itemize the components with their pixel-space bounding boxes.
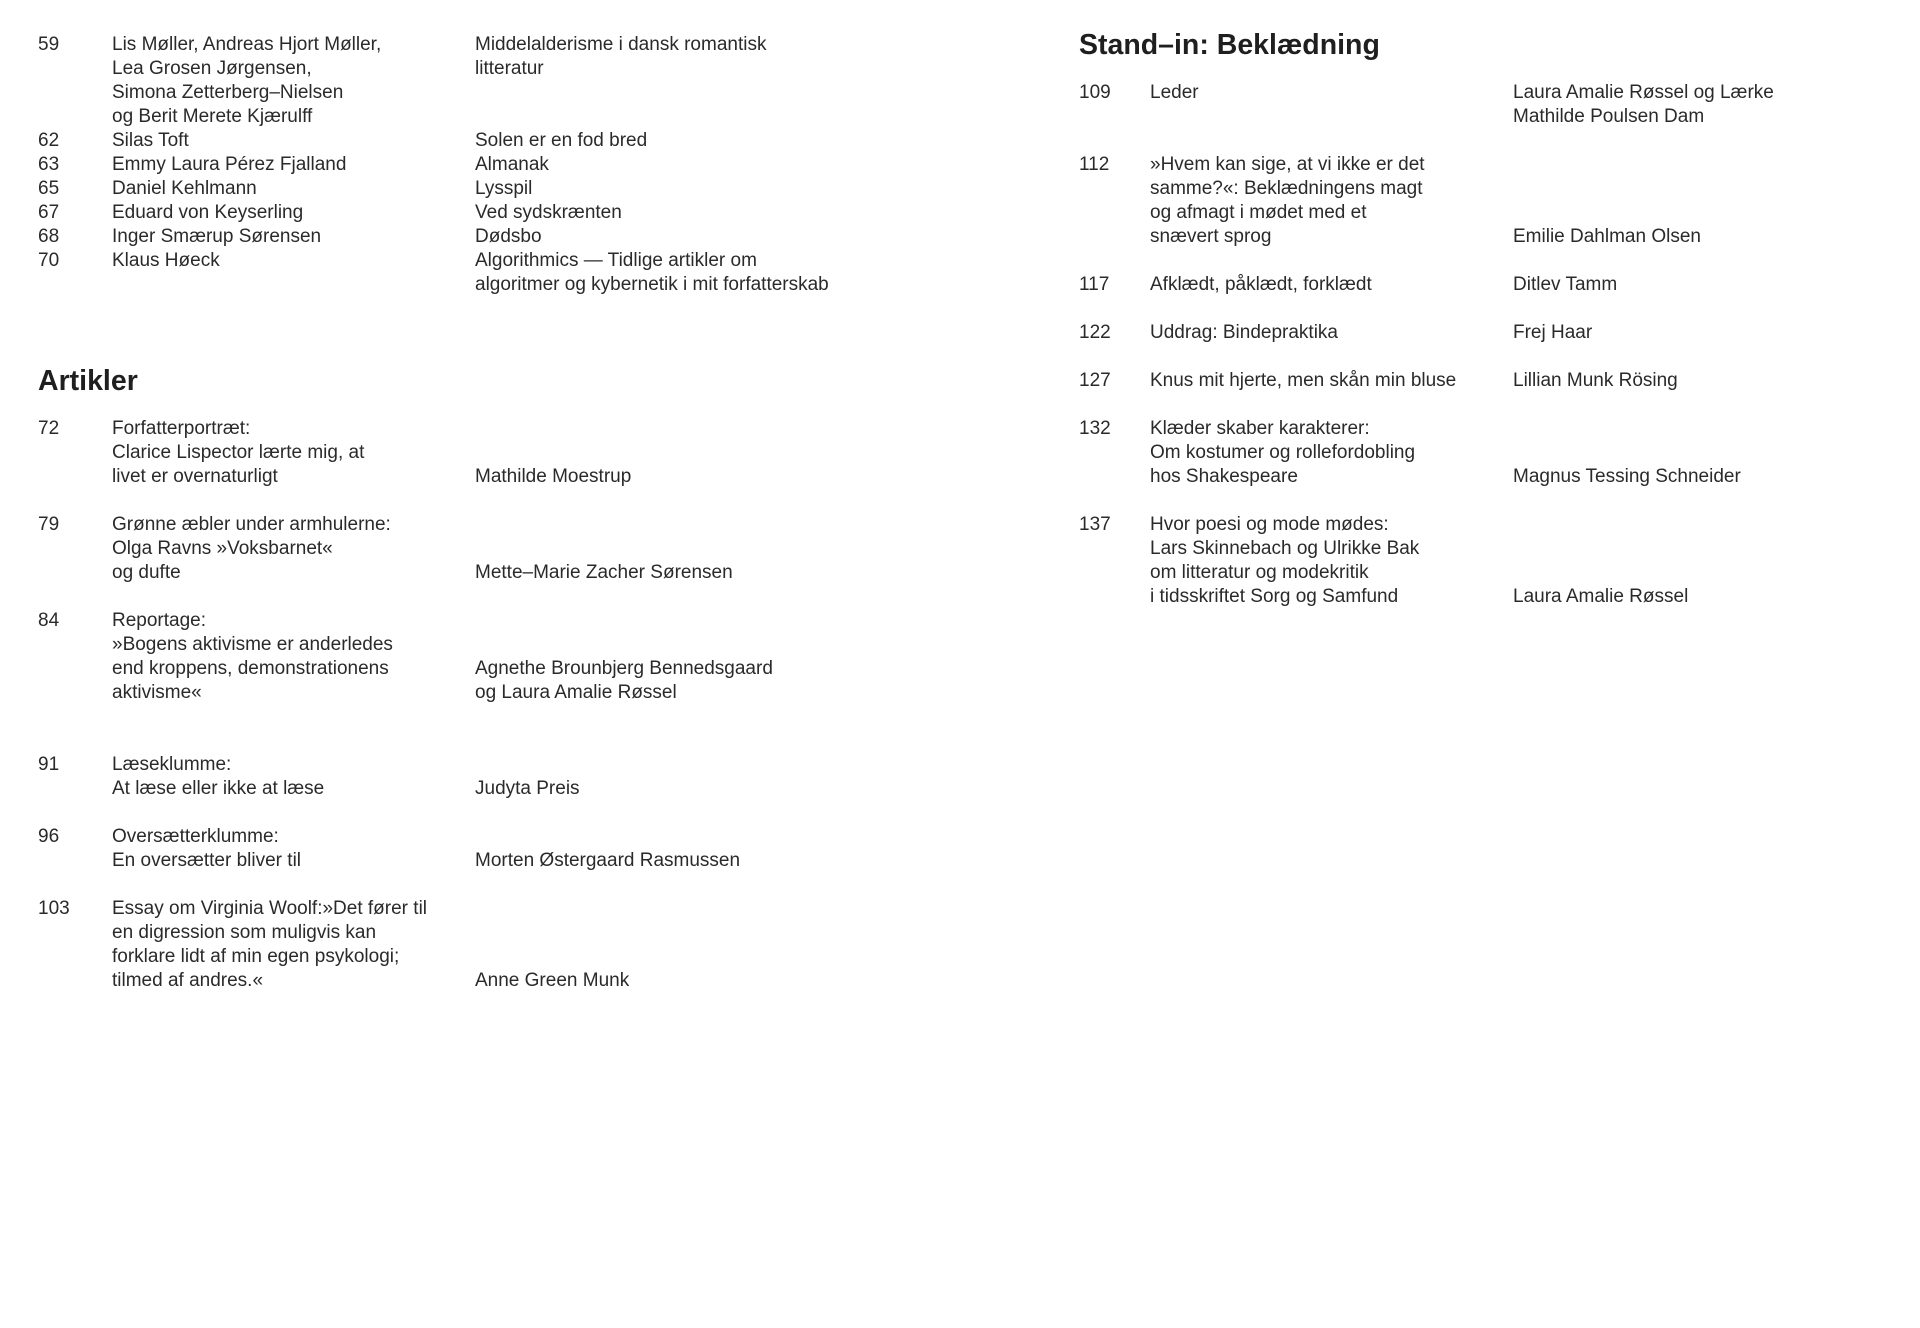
spacer: [38, 585, 1048, 609]
article-title: Grønne æbler under armhulerne: Olga Ravns »Voksbarnet« og dufte: [112, 514, 391, 583]
list-item: [38, 249, 1048, 297]
article-author: Mathilde Moestrup: [475, 466, 632, 487]
spacer: [38, 705, 1048, 753]
article-author: Laura Amalie Røssel: [1513, 586, 1689, 607]
page-number: 72: [38, 418, 60, 439]
spacer: [1079, 297, 1899, 321]
page-number: 96: [38, 826, 60, 847]
page-number: 68: [38, 226, 60, 247]
article-entry: [1079, 153, 1899, 249]
spacer: [38, 297, 1048, 369]
work-title: Dødsbo: [475, 226, 542, 247]
contributor-names: Emmy Laura Pérez Fjalland: [112, 154, 347, 175]
contributor-names: Inger Smærup Sørensen: [112, 226, 322, 247]
article-title: Leder: [1150, 82, 1199, 103]
article-entry: [1079, 369, 1899, 393]
article-entry: [38, 825, 1048, 873]
article-entry: [38, 513, 1048, 585]
contributor-names: Eduard von Keyserling: [112, 202, 304, 223]
page-number: 59: [38, 34, 60, 55]
article-author: Lillian Munk Rösing: [1513, 370, 1678, 391]
article-title: Knus mit hjerte, men skån min bluse: [1150, 370, 1457, 391]
article-author: Judyta Preis: [475, 778, 580, 799]
list-item: [38, 225, 1048, 249]
page-number: 84: [38, 610, 60, 631]
list-item: [38, 201, 1048, 225]
spacer: [1079, 129, 1899, 153]
article-entry: [1079, 81, 1899, 129]
spacer: [1079, 489, 1899, 513]
article-title: Klæder skaber karakterer: Om kostumer og rollefordobling hos Shakespeare: [1150, 418, 1416, 487]
article-title: »Hvem kan sige, at vi ikke er det samme?«: Beklædningens magt og afmagt i mødet med et snævert sprog: [1150, 154, 1425, 247]
article-title: Læseklumme: At læse eller ikke at læse: [112, 754, 325, 799]
page-number: 122: [1079, 322, 1111, 343]
list-item: [38, 153, 1048, 177]
article-entry: [38, 753, 1048, 801]
contributor-names: Silas Toft: [112, 130, 189, 151]
page-number: 67: [38, 202, 60, 223]
article-title: Afklædt, påklædt, forklædt: [1150, 274, 1372, 295]
page-number: 63: [38, 154, 60, 175]
spacer: [38, 489, 1048, 513]
section-heading-stand-in: Stand–in: Beklædning: [1079, 29, 1380, 61]
article-author: Ditlev Tamm: [1513, 274, 1618, 295]
article-author: Morten Østergaard Rasmussen: [475, 850, 741, 871]
work-title: Middelalderisme i dansk romantisk litteratur: [475, 34, 767, 79]
section-heading-artikler: Artikler: [38, 365, 138, 397]
article-entry: [1079, 417, 1899, 489]
article-title: Uddrag: Bindepraktika: [1150, 322, 1338, 343]
page-number: 117: [1079, 274, 1110, 295]
spacer: [1079, 345, 1899, 369]
spacer: [38, 393, 1048, 417]
contributor-names: Daniel Kehlmann: [112, 178, 257, 199]
article-entry: [38, 417, 1048, 489]
article-author: Laura Amalie Røssel og Lærke Mathilde Poulsen Dam: [1513, 82, 1774, 127]
page-number: 112: [1079, 154, 1110, 175]
article-author: Agnethe Brounbjerg Bennedsgaard og Laura Amalie Røssel: [475, 658, 773, 703]
article-author: Frej Haar: [1513, 322, 1593, 343]
article-entry: [38, 609, 1048, 705]
page-number: 127: [1079, 370, 1111, 391]
article-title: Forfatterportræt: Clarice Lispector lærte mig, at livet er overnaturligt: [112, 418, 365, 487]
page-number: 109: [1079, 82, 1111, 103]
work-title: Almanak: [475, 154, 549, 175]
page-number: 103: [38, 898, 70, 919]
article-author: Magnus Tessing Schneider: [1513, 466, 1741, 487]
article-entry: [1079, 321, 1899, 345]
article-entry: [1079, 513, 1899, 609]
page-number: 137: [1079, 514, 1111, 535]
article-author: Anne Green Munk: [475, 970, 630, 991]
work-title: Lysspil: [475, 178, 533, 199]
article-title: Essay om Virginia Woolf:»Det fører til en digression som muligvis kan forklare lidt af min egen psykologi; tilmed af andres.«: [112, 898, 428, 991]
article-author: Mette–Marie Zacher Sørensen: [475, 562, 733, 583]
article-author: Emilie Dahlman Olsen: [1513, 226, 1701, 247]
article-entry: [1079, 273, 1899, 297]
page-number: 65: [38, 178, 60, 199]
page-number: 79: [38, 514, 60, 535]
spacer: [1079, 249, 1899, 273]
spacer: [38, 873, 1048, 897]
article-title: Reportage: »Bogens aktivisme er anderledes end kroppens, demonstrationens aktivisme«: [112, 610, 393, 703]
right-column: [1079, 29, 1899, 609]
page-number: 70: [38, 250, 60, 271]
page-number: 62: [38, 130, 60, 151]
list-item: [38, 129, 1048, 153]
article-entry: [38, 897, 1048, 993]
left-column: [38, 33, 1048, 993]
contributor-names: Lis Møller, Andreas Hjort Møller, Lea Grosen Jørgensen, Simona Zetterberg–Nielsen og Berit Merete Kjærulff: [112, 34, 382, 127]
spacer: [38, 801, 1048, 825]
article-title: Hvor poesi og mode mødes: Lars Skinnebach og Ulrikke Bak om litteratur og modekritik i tidsskriftet Sorg og Samfund: [1150, 514, 1420, 607]
list-item: [38, 33, 1048, 129]
work-title: Algorithmics — Tidlige artikler om algoritmer og kybernetik i mit forfatterskab: [475, 250, 829, 295]
work-title: Solen er en fod bred: [475, 130, 648, 151]
work-title: Ved sydskrænten: [475, 202, 622, 223]
contributor-names: Klaus Høeck: [112, 250, 220, 271]
page-number: 132: [1079, 418, 1111, 439]
list-item: [38, 177, 1048, 201]
spacer: [1079, 393, 1899, 417]
page-number: 91: [38, 754, 60, 775]
article-title: Oversætterklumme: En oversætter bliver til: [112, 826, 302, 871]
